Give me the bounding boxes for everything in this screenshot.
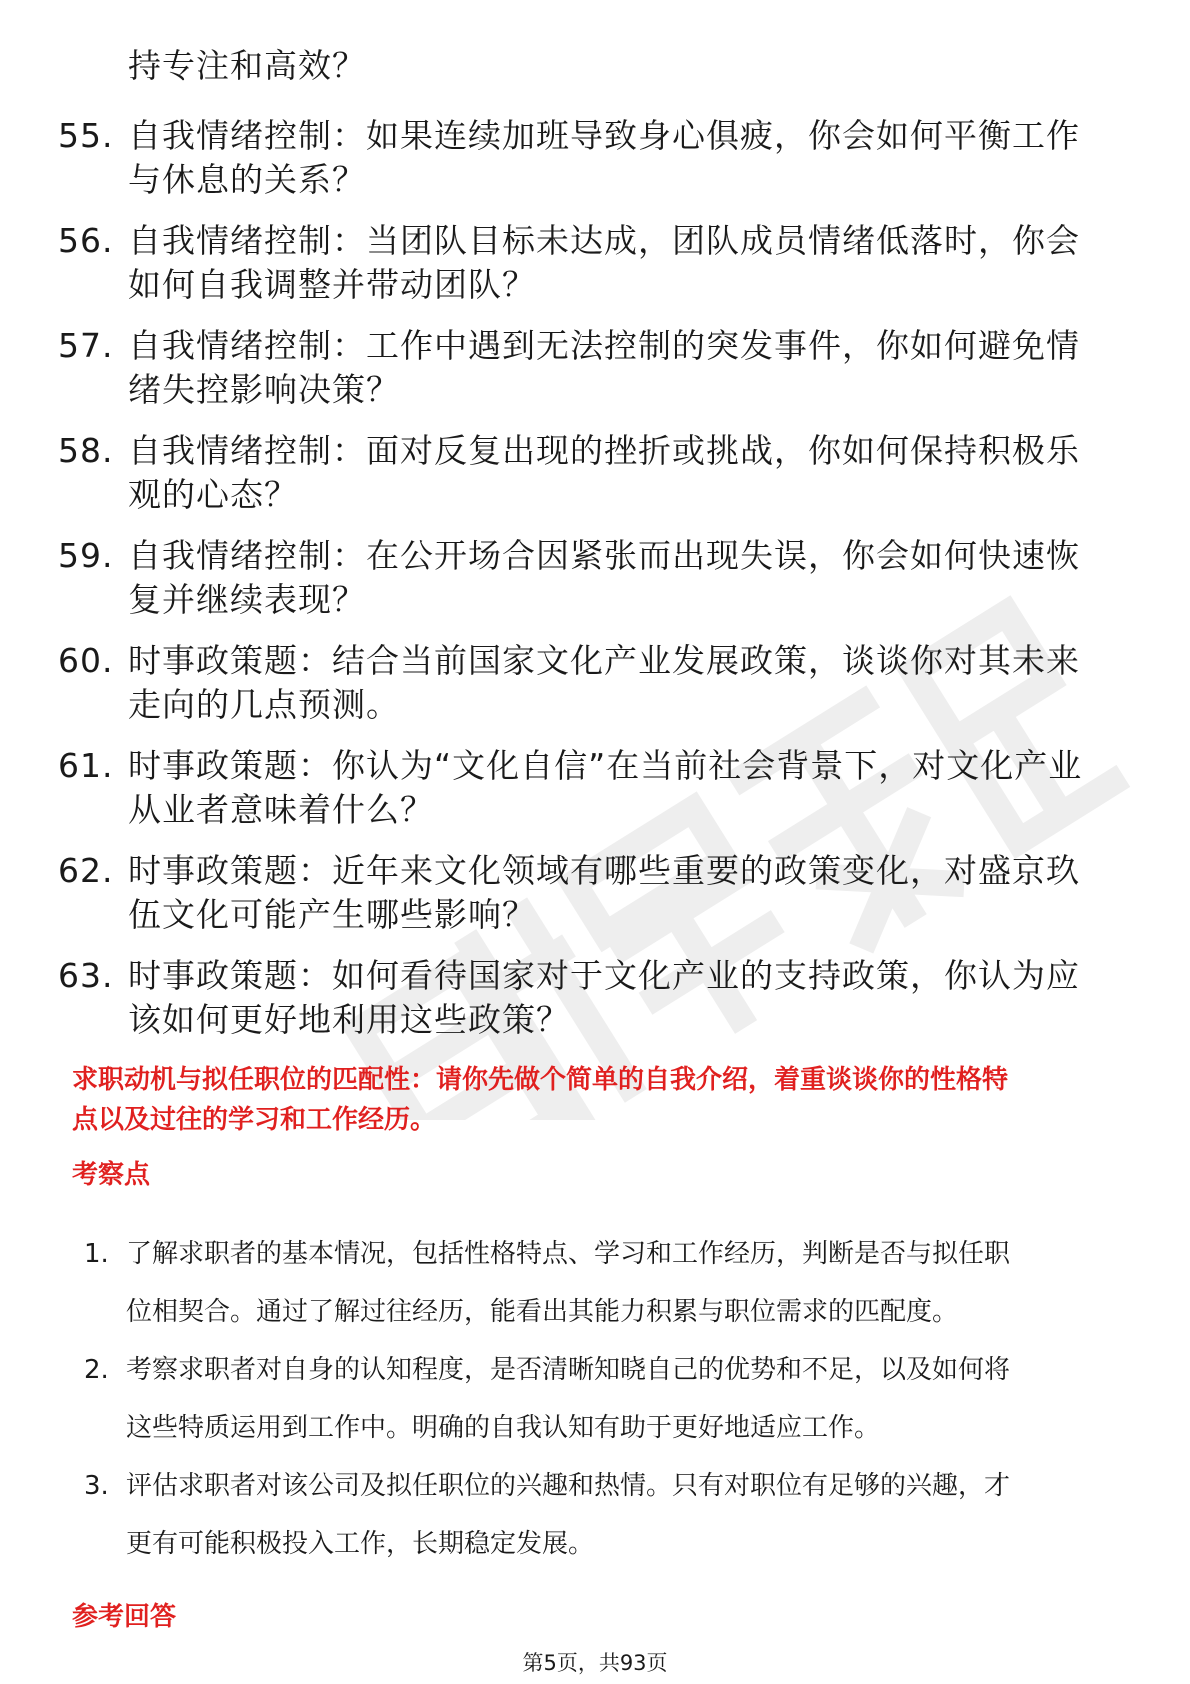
assessment-point-list [84, 1225, 1144, 1573]
question-item [58, 114, 1138, 219]
question-text: 自我情绪控制：面对反复出现的挫折或挑战，你如何保持积极乐 观的心态？ [128, 431, 1080, 514]
page-footer: 第5页，共93页 [522, 1651, 668, 1675]
question-text: 自我情绪控制：在公开场合因紧张而出现失误，你会如何快速恢 复并继续表现？ [128, 536, 1080, 619]
question-number: 58. [58, 431, 114, 470]
question-item [58, 324, 1138, 429]
assessment-point-text: 考察求职者对自身的认知程度，是否清晰知晓自己的优势和不足，以及如何将 这些特质运用到工作中。明确的自我认知有助于更好地适应工作。 [126, 1355, 1011, 1443]
question-number: 59. [58, 536, 114, 575]
question-text: 时事政策题：如何看待国家对于文化产业的支持政策，你认为应 该如何更好地利用这些政策？ [128, 956, 1080, 1039]
question-text: 时事政策题：结合当前国家文化产业发展政策，谈谈你对其未来 走向的几点预测。 [128, 641, 1080, 724]
question-number: 62. [58, 851, 114, 890]
question-item [58, 849, 1138, 954]
assessment-point [84, 1457, 1144, 1573]
question-number: 55. [58, 116, 114, 155]
question-text: 自我情绪控制：如果连续加班导致身心俱疲，你会如何平衡工作 与休息的关系？ [128, 116, 1080, 199]
assessment-point [84, 1225, 1144, 1341]
section-question-heading: 求职动机与拟任职位的匹配性：请你先做个简单的自我介绍，着重谈谈你的性格特 点以及过往的学习和工作经历。 [72, 1065, 1009, 1135]
question-item [58, 219, 1138, 324]
assessment-point-number: 3. [84, 1471, 109, 1501]
assessment-point-text: 评估求职者对该公司及拟任职位的兴趣和热情。只有对职位有足够的兴趣，才 更有可能积极投入工作，长期稳定发展。 [126, 1471, 1011, 1559]
question-text: 自我情绪控制：工作中遇到无法控制的突发事件，你如何避免情 绪失控影响决策？ [128, 326, 1080, 409]
assessment-point-number: 1. [84, 1239, 109, 1269]
question-number: 61. [58, 746, 114, 785]
question-item [58, 744, 1138, 849]
reference-answer-heading: 参考回答 [72, 1602, 177, 1632]
question-item [58, 429, 1138, 534]
question-list [58, 114, 1138, 1059]
question-continuation-line: 持专注和高效？ [128, 46, 366, 85]
assessment-point [84, 1341, 1144, 1457]
question-number: 63. [58, 956, 114, 995]
question-item [58, 954, 1138, 1059]
question-number: 56. [58, 221, 114, 260]
assessment-point-number: 2. [84, 1355, 109, 1385]
assessment-heading: 考察点 [72, 1160, 151, 1190]
assessment-point-text: 了解求职者的基本情况，包括性格特点、学习和工作经历，判断是否与拟任职 位相契合。通过了解过往经历，能看出其能力积累与职位需求的匹配度。 [126, 1239, 1011, 1327]
question-number: 57. [58, 326, 114, 365]
question-text: 时事政策题：近年来文化领域有哪些重要的政策变化，对盛京玖 伍文化可能产生哪些影响？ [128, 851, 1080, 934]
question-item [58, 534, 1138, 639]
question-text: 时事政策题：你认为“文化自信”在当前社会背景下，对文化产业 从业者意味着什么？ [128, 746, 1083, 829]
question-number: 60. [58, 641, 114, 680]
question-text: 自我情绪控制：当团队目标未达成，团队成员情绪低落时，你会 如何自我调整并带动团队？ [128, 221, 1080, 304]
question-item [58, 639, 1138, 744]
